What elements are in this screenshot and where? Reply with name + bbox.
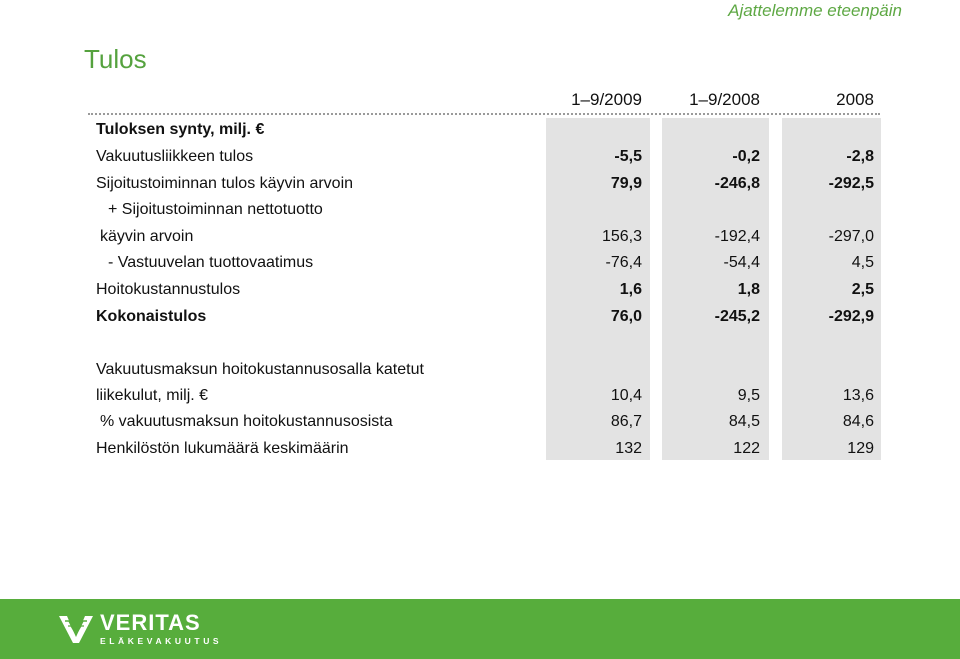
column-header-2: 1–9/2008: [689, 90, 760, 109]
row-label: + Sijoitustoiminnan nettotuotto: [108, 201, 323, 218]
row-label: Tuloksen synty, milj. €: [96, 121, 265, 138]
footer-bar: [0, 599, 960, 659]
table-row: [96, 356, 876, 383]
value-cell: 4,5: [851, 254, 874, 271]
value-cell: 10,4: [610, 387, 642, 404]
row-label: Vakuutusliikkeen tulos: [96, 148, 254, 165]
value-cell: 156,3: [601, 228, 642, 245]
value-cell: 84,5: [728, 413, 760, 430]
row-label: Henkilöstön lukumäärä keskimäärin: [96, 440, 349, 457]
table-row: [96, 408, 876, 435]
veritas-logo: [58, 612, 222, 646]
value-cell: 86,7: [610, 413, 642, 430]
table-row: [96, 435, 876, 462]
row-label: Vakuutusmaksun hoitokustannusosalla katetut: [96, 361, 424, 378]
table-row: [96, 116, 876, 143]
table-row: [96, 196, 876, 223]
table-row: [96, 303, 876, 330]
table-row: [96, 143, 876, 170]
value-cell: 1,8: [737, 281, 760, 298]
value-cell: -76,4: [605, 254, 642, 271]
value-cell: -246,8: [714, 175, 760, 192]
value-cell: -292,5: [828, 175, 874, 192]
row-label: - Vastuuvelan tuottovaatimus: [108, 254, 314, 271]
table-row: [96, 382, 876, 409]
value-cell: 122: [733, 440, 760, 457]
value-cell: -297,0: [828, 228, 874, 245]
row-label: Sijoitustoiminnan tulos käyvin arvoin: [96, 175, 354, 192]
header-divider: [88, 113, 880, 115]
row-label: käyvin arvoin: [100, 228, 194, 245]
value-cell: 13,6: [842, 387, 874, 404]
page-title: Tulos: [84, 44, 147, 74]
value-cell: -2,8: [846, 148, 874, 165]
value-cell: 132: [615, 440, 642, 457]
veritas-logo-mark-icon: [58, 613, 94, 645]
table-row: [96, 223, 876, 250]
column-header-1: 1–9/2009: [571, 90, 642, 109]
table-row: [96, 276, 876, 303]
row-label: Hoitokustannustulos: [96, 281, 241, 298]
row-label: Kokonaistulos: [96, 308, 207, 325]
value-cell: 79,9: [610, 175, 642, 192]
slogan: Ajattelemme eteenpäin: [728, 1, 902, 20]
value-cell: 76,0: [610, 308, 642, 325]
table-row: [96, 170, 876, 197]
logo-name: VERITAS: [100, 610, 201, 635]
value-cell: -5,5: [614, 148, 642, 165]
value-cell: -54,4: [723, 254, 760, 271]
value-cell: 9,5: [737, 387, 760, 404]
value-cell: 129: [847, 440, 874, 457]
row-label: liikekulut, milj. €: [96, 387, 209, 404]
logo-subtitle: ELÄKEVAKUUTUS: [100, 636, 223, 646]
value-cell: 84,6: [842, 413, 874, 430]
value-cell: -0,2: [732, 148, 760, 165]
value-cell: -292,9: [828, 308, 874, 325]
table-row: [96, 249, 876, 276]
value-cell: 1,6: [619, 281, 642, 298]
value-cell: 2,5: [851, 281, 874, 298]
value-cell: -245,2: [714, 308, 760, 325]
row-label: % vakuutusmaksun hoitokustannusosista: [100, 413, 393, 430]
column-header-3: 2008: [836, 90, 874, 109]
value-cell: -192,4: [714, 228, 760, 245]
